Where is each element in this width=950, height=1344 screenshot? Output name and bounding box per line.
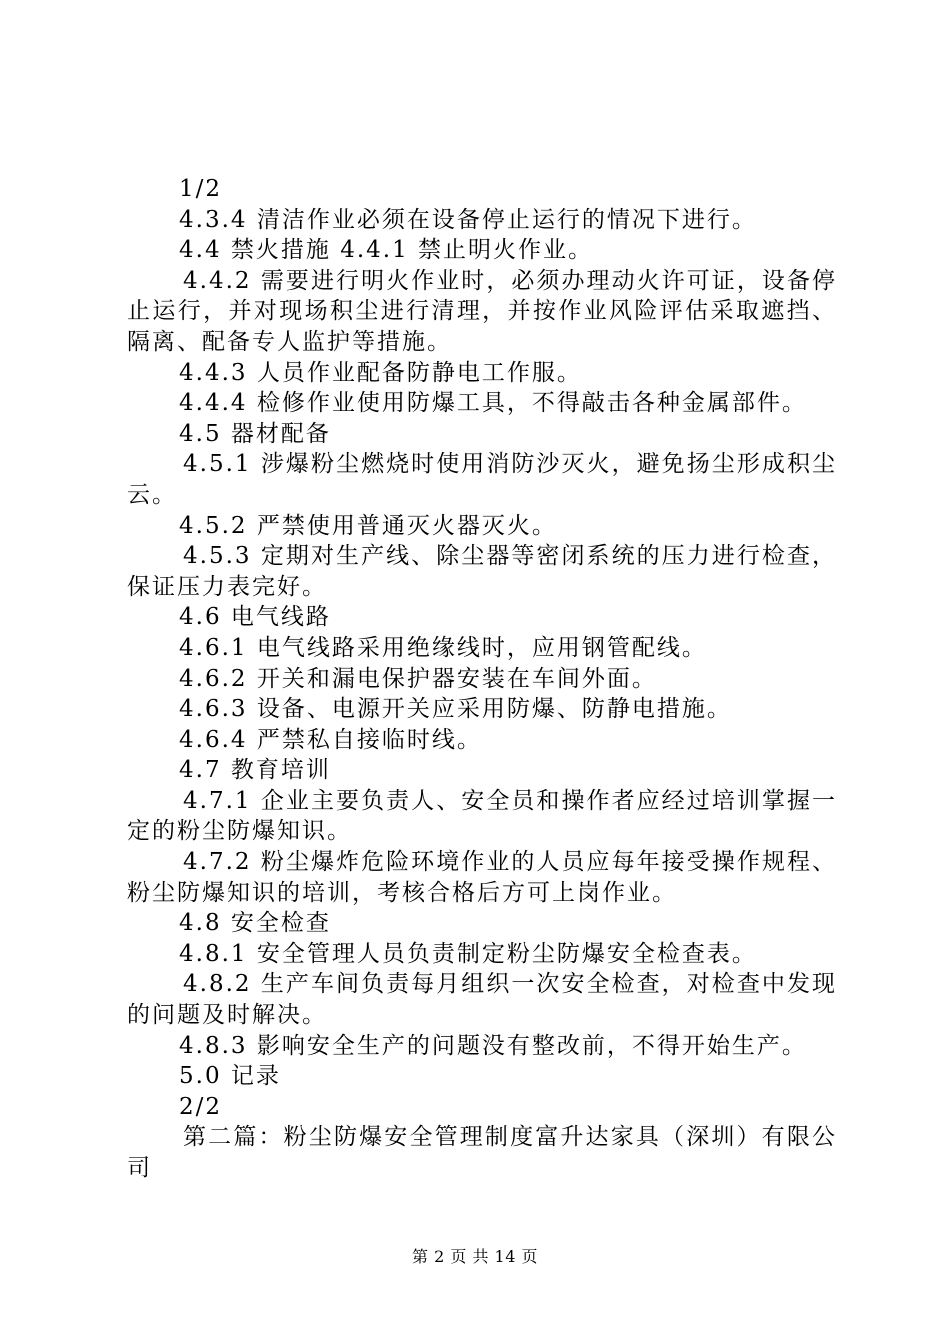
section-heading: 4.8 安全检查 bbox=[179, 910, 331, 937]
page-marker: 2/2 bbox=[179, 1093, 223, 1120]
paragraph: 4.4.4 检修作业使用防爆工具，不得敲击各种金属部件。 bbox=[179, 390, 807, 417]
paragraph: 4.6.3 设备、电源开关应采用防爆、防静电措施。 bbox=[179, 696, 732, 723]
paragraph: 4.6.1 电气线路采用绝缘线时，应用钢管配线。 bbox=[179, 634, 707, 661]
page-number-label: 第 2 页 共 14 页 bbox=[412, 1247, 538, 1266]
paragraph: 4.3.4 清洁作业必须在设备停止运行的情况下进行。 bbox=[179, 206, 757, 233]
section-heading: 4.6 电气线路 bbox=[179, 604, 331, 631]
paragraph: 4.6.4 严禁私自接临时线。 bbox=[179, 726, 482, 753]
paragraph: 4.4.2 需要进行明火作业时，必须办理动火许可证，设备停止运行，并对现场积尘进行清理，并按作业风险评估采取遮挡、隔离、配备专人监护等措施。 bbox=[127, 267, 837, 355]
paragraph: 4.6.2 开关和漏电保护器安装在车间外面。 bbox=[179, 665, 657, 692]
chapter-title: 第二篇：粉尘防爆安全管理制度富升达家具（深圳）有限公司 bbox=[127, 1124, 837, 1181]
paragraph: 4.4 禁火措施 4.4.1 禁止明火作业。 bbox=[179, 237, 594, 264]
paragraph: 4.5.3 定期对生产线、除尘器等密闭系统的压力进行检查，保证压力表完好。 bbox=[127, 543, 837, 600]
paragraph: 4.7.1 企业主要负责人、安全员和操作者应经过培训掌握一定的粉尘防爆知识。 bbox=[127, 787, 837, 845]
paragraph: 4.8.3 影响安全生产的问题没有整改前，不得开始生产。 bbox=[179, 1032, 807, 1059]
paragraph: 4.7.2 粉尘爆炸危险环境作业的人员应每年接受操作规程、粉尘防爆知识的培训，考核合格后方可上岗作业。 bbox=[127, 849, 837, 906]
section-heading: 4.5 器材配备 bbox=[179, 420, 331, 447]
section-heading: 5.0 记录 bbox=[179, 1063, 281, 1090]
paragraph: 4.4.3 人员作业配备防静电工作服。 bbox=[179, 359, 582, 386]
section-heading: 4.7 教育培训 bbox=[179, 757, 331, 784]
paragraph: 4.8.2 生产车间负责每月组织一次安全检查，对检查中发现的问题及时解决。 bbox=[127, 971, 837, 1029]
paragraph: 4.5.2 严禁使用普通灭火器灭火。 bbox=[179, 512, 557, 539]
paragraph: 4.8.1 安全管理人员负责制定粉尘防爆安全检查表。 bbox=[179, 940, 757, 967]
paragraph: 4.5.1 涉爆粉尘燃烧时使用消防沙灭火，避免扬尘形成积尘云。 bbox=[127, 451, 837, 508]
document-body bbox=[127, 174, 837, 1184]
paragraph: 1/2 bbox=[179, 176, 223, 202]
page-footer bbox=[0, 1244, 950, 1267]
